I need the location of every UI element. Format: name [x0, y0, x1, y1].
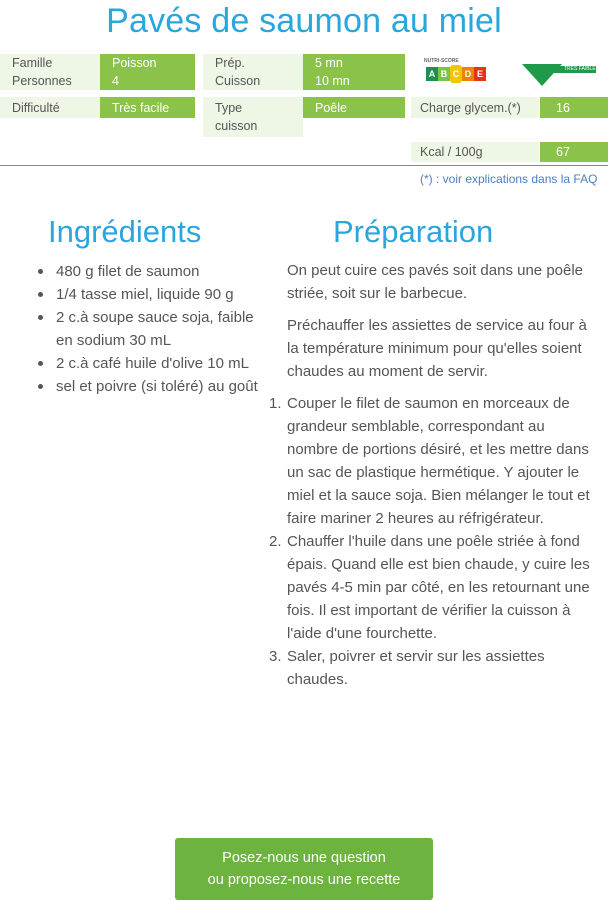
nutriscore-letter: D	[462, 67, 474, 81]
divider	[0, 165, 608, 166]
preparation-steps	[269, 392, 597, 691]
nutriscore-letters	[426, 67, 486, 83]
faq-link[interactable]: (*) : voir explications dans la FAQ	[420, 172, 598, 186]
cuisson-value: 10 mn	[303, 72, 405, 90]
ingredient-item: 1/4 tasse miel, liquide 90 g	[34, 283, 264, 306]
step-text: Couper le filet de saumon en morceaux de grandeur semblable, correspondant au nombre de portions désiré, et les mettre dans un sac de plastique hermétique. Y ajouter le miel et la sauce soja. Bien mélanger le tout et faire mariner 2 heures au réfrigérateur.	[287, 395, 590, 527]
ingredient-item: 2 c.à café huile d'olive 10 mL	[34, 352, 264, 375]
type-cuisson-value: Poêle	[303, 97, 405, 118]
charge-glycem-label: Charge glycem.(*)	[411, 97, 539, 118]
preparation-step	[269, 392, 597, 530]
preparation-heading: Préparation	[333, 214, 494, 249]
preparation-intro-1: On peut cuire ces pavés soit dans une poêle striée, soit sur le barbecue.	[287, 262, 584, 302]
nutriscore-label: NUTRI-SCORE	[424, 58, 459, 64]
kcal-label: Kcal / 100g	[411, 142, 539, 162]
nutriscore-letter: C	[450, 65, 462, 83]
personnes-value: 4	[100, 72, 195, 90]
type-cuisson-label	[203, 97, 303, 137]
prep-label: Prép.	[203, 54, 303, 72]
nutriscore-icon	[422, 58, 488, 86]
preparation-step	[269, 530, 597, 645]
page-title: Pavés de saumon au miel	[106, 2, 502, 40]
step-number: 2.	[269, 533, 282, 550]
charge-glycem-value: 16	[540, 97, 608, 118]
ingredients-heading: Ingrédients	[48, 214, 202, 249]
nutriscore-letter: E	[474, 67, 486, 81]
cta-line-1: Posez-nous une question	[222, 850, 386, 866]
step-number: 1.	[269, 395, 282, 412]
nutriscore-letter: A	[426, 67, 438, 81]
kcal-value: 67	[540, 142, 608, 162]
step-text: Chauffer l'huile dans une poêle striée à fond épais. Quand elle est bien chaude, y cuire les pavés 4-5 min par côté, en les retournant une fois. Il est important de vérifier la cuisson à l'aide d'une fourchette.	[287, 533, 590, 642]
preparation-intro-2: Préchauffer les assiettes de service au four à la température minimum pour qu'elles soient chaudes au moment de servir.	[287, 317, 587, 380]
ingredient-item: 2 c.à soupe sauce soja, faible en sodium 30 mL	[34, 306, 264, 352]
difficulte-label: Difficulté	[0, 97, 100, 118]
step-text: Saler, poivrer et servir sur les assiettes chaudes.	[287, 648, 545, 688]
difficulte-value: Très facile	[100, 97, 195, 118]
famille-value: Poisson	[100, 54, 195, 72]
ask-question-button[interactable]	[175, 838, 433, 900]
personnes-label: Personnes	[0, 72, 100, 90]
preparation-step	[269, 645, 597, 691]
ingredient-item: sel et poivre (si toléré) au goût	[34, 375, 264, 398]
step-number: 3.	[269, 648, 282, 665]
prep-value: 5 mn	[303, 54, 405, 72]
type-label-line1: Type	[215, 101, 243, 115]
cta-line-2: ou proposez-nous une recette	[207, 872, 401, 888]
famille-label: Famille	[0, 54, 100, 72]
ingredient-item: 480 g filet de saumon	[34, 260, 264, 283]
type-label-line2: cuisson	[215, 119, 258, 133]
preparation-section	[269, 259, 597, 691]
cuisson-label: Cuisson	[203, 72, 303, 90]
glycemic-badge-icon	[520, 62, 598, 88]
badge-text: TRÈS FAIBLE	[564, 66, 596, 72]
ingredients-list	[34, 260, 264, 398]
nutriscore-letter: B	[438, 67, 450, 81]
